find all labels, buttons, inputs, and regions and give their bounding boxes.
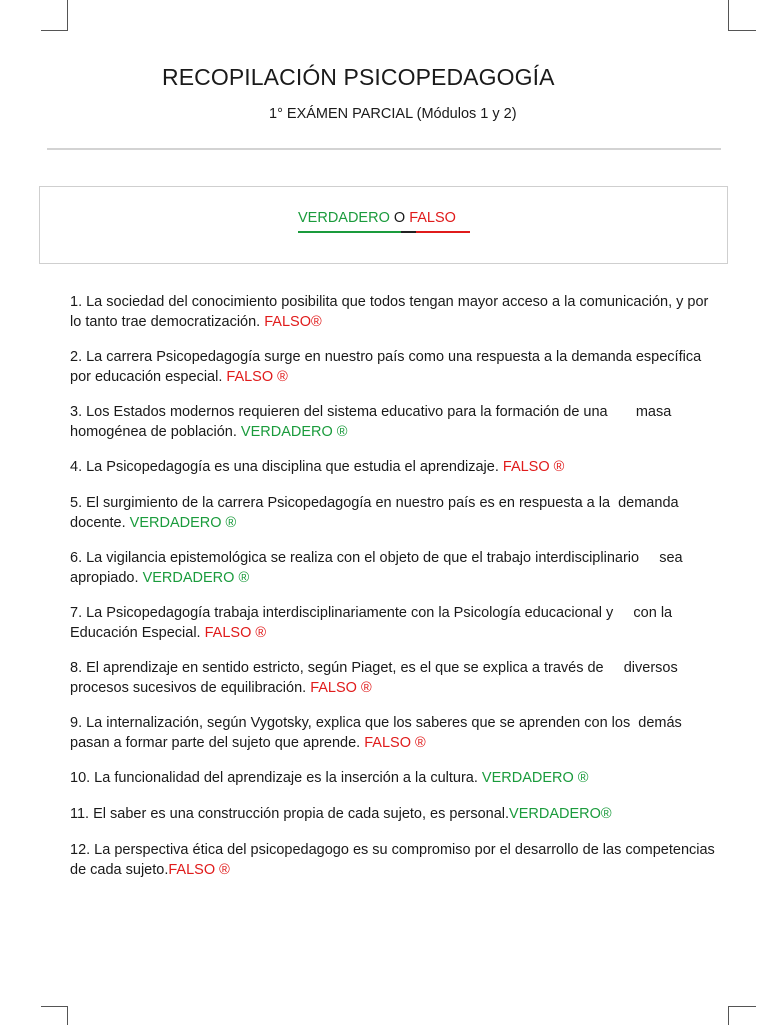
question-item	[70, 768, 722, 788]
question-item	[70, 840, 722, 880]
question-text: 7. La Psicopedagogía trabaja interdisciplinariamente con la Psicología educacional y con la Educación Especial.	[70, 605, 677, 641]
answer-label: VERDADERO ®	[240, 424, 348, 440]
question-item	[70, 493, 722, 533]
question-item	[70, 603, 722, 643]
question-text: 3. Los Estados modernos requieren del sistema educativo para la formación de una masa homogénea de población.	[70, 404, 676, 440]
question-text: 12. La perspectiva ética del psicopedagogo es su compromiso por el desarrollo de las competencias de cada sujeto.	[70, 842, 715, 878]
question-text: 8. El aprendizaje en sentido estricto, según Piaget, es el que se explica a través de diversos procesos sucesivos de equilibración.	[70, 660, 682, 696]
answer-label: VERDADERO ®	[481, 770, 589, 786]
page-title: RECOPILACIÓN PSICOPEDAGOGÍA	[162, 64, 555, 90]
answer-label: FALSO ®	[502, 459, 565, 475]
legend-label	[298, 210, 456, 226]
answer-label: VERDADERO®	[509, 806, 612, 822]
answer-label: VERDADERO ®	[142, 570, 250, 586]
question-text: 9. La internalización, según Vygotsky, explica que los saberes que se aprenden con los demás pasan a formar parte del sujeto que aprende.	[70, 715, 686, 751]
question-text: 6. La vigilancia epistemológica se realiza con el objeto de que el trabajo interdisciplinario sea apropiado.	[70, 550, 687, 586]
question-item	[70, 804, 722, 824]
answer-label: FALSO ®	[364, 735, 426, 751]
question-item	[70, 713, 722, 753]
answer-label: FALSO®	[264, 314, 322, 330]
legend-connector: O	[389, 210, 410, 226]
legend-underline	[298, 231, 470, 233]
legend-false-label: FALSO	[409, 210, 456, 226]
answer-label: FALSO ®	[204, 625, 267, 641]
question-list	[70, 292, 722, 895]
page-subtitle: 1° EXÁMEN PARCIAL (Módulos 1 y 2)	[269, 106, 517, 122]
question-text: 2. La carrera Psicopedagogía surge en nuestro país como una respuesta a la demanda específica por educación especial.	[70, 349, 702, 385]
header-divider	[47, 148, 721, 150]
question-item	[70, 347, 722, 387]
question-text: 10. La funcionalidad del aprendizaje es la inserción a la cultura.	[70, 770, 482, 786]
crop-mark-top-left	[41, 0, 68, 31]
question-text: 4. La Psicopedagogía es una disciplina que estudia el aprendizaje.	[70, 459, 503, 475]
crop-mark-top-right	[728, 0, 756, 31]
question-item	[70, 658, 722, 698]
question-text: 11. El saber es una construcción propia de cada sujeto, es personal.	[70, 806, 510, 822]
question-item	[70, 402, 722, 442]
answer-label: FALSO ®	[168, 862, 230, 878]
crop-mark-bottom-left	[41, 1006, 68, 1025]
question-item	[70, 457, 722, 477]
answer-label: FALSO ®	[226, 369, 288, 385]
legend-true-label: VERDADERO	[298, 210, 390, 226]
crop-mark-bottom-right	[728, 1006, 756, 1025]
question-text: 5. El surgimiento de la carrera Psicopedagogía en nuestro país es en respuesta a la demanda docente.	[70, 495, 683, 531]
answer-label: VERDADERO ®	[129, 515, 237, 531]
question-text: 1. La sociedad del conocimiento posibilita que todos tengan mayor acceso a la comunicación, y por lo tanto trae democratización.	[70, 294, 709, 330]
question-item	[70, 548, 722, 588]
answer-label: FALSO ®	[310, 680, 372, 696]
question-item	[70, 292, 722, 332]
